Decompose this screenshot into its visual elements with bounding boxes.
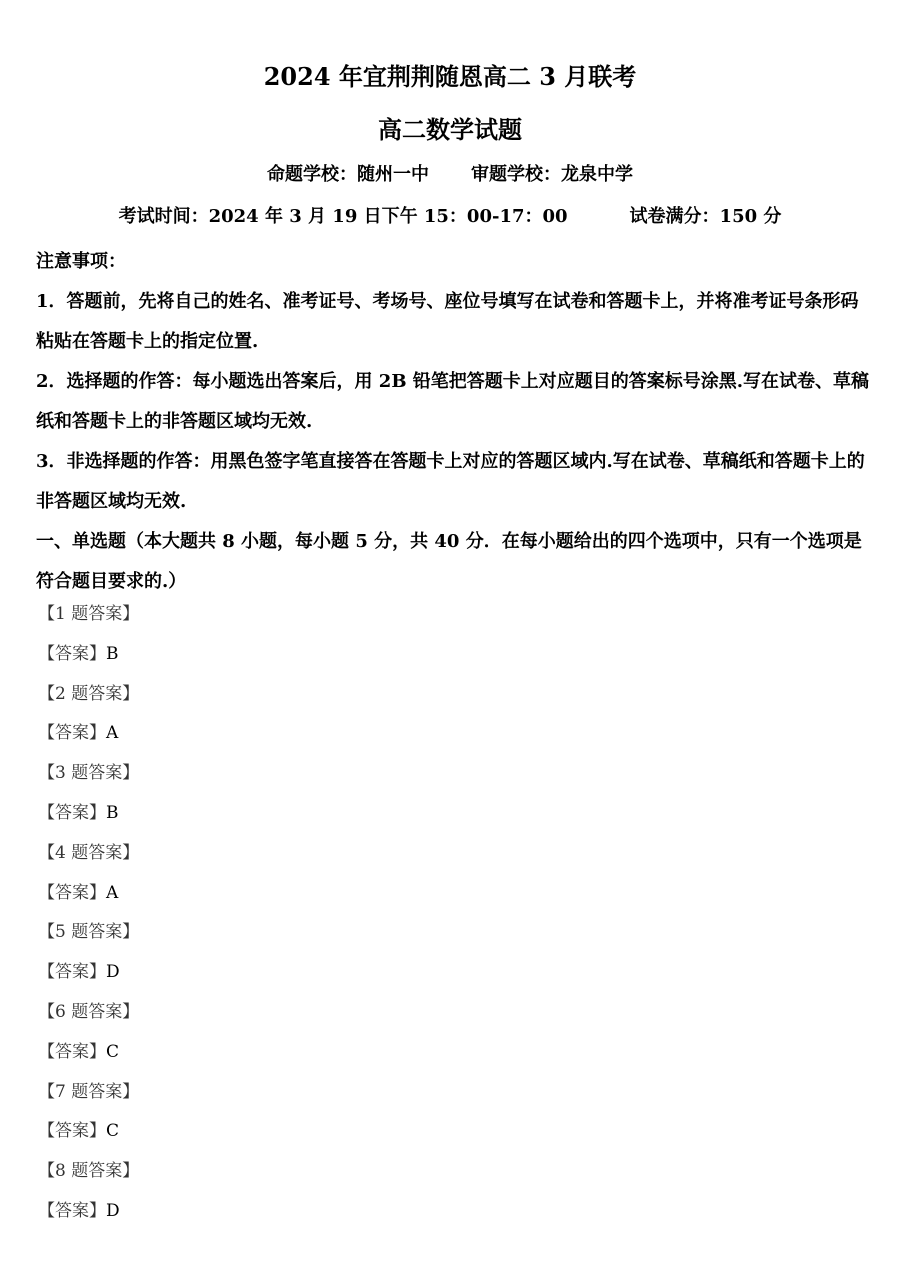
question-label: 【4 题答案】 bbox=[38, 842, 140, 863]
question-label: 【6 题答案】 bbox=[38, 1001, 140, 1022]
note-item-2: 2．选择题的作答：每小题选出答案后，用 2B 铅笔把答题卡上对应题目的答案标号涂黑.写在试卷、草稿纸和答题卡上的非答题区域均无效. bbox=[36, 371, 870, 432]
school-line bbox=[0, 160, 900, 190]
answer-row: 【答案】C bbox=[38, 1041, 120, 1062]
exam-title: 2024 年宜荆荆随恩高二 3 月联考 bbox=[263, 62, 637, 91]
answer-value: C bbox=[106, 1121, 120, 1142]
notes-heading: 注意事项： bbox=[36, 251, 126, 272]
answer-row: 【答案】A bbox=[38, 882, 119, 903]
exam-subtitle: 高二数学试题 bbox=[378, 115, 522, 144]
full-score: 试卷满分：150 分 bbox=[629, 206, 782, 227]
answer-row: 【答案】B bbox=[38, 643, 119, 664]
answer-value: B bbox=[106, 802, 119, 823]
answer-row: 【答案】C bbox=[38, 1121, 120, 1142]
setter-school: 命题学校：随州一中 bbox=[267, 164, 429, 185]
question-label: 【1 题答案】 bbox=[38, 604, 140, 624]
answer-value: B bbox=[106, 643, 119, 664]
notes-section bbox=[36, 242, 870, 602]
answer-value: D bbox=[106, 962, 120, 983]
answer-value: A bbox=[106, 882, 119, 903]
answers-list bbox=[38, 595, 139, 1232]
question-label: 【8 题答案】 bbox=[38, 1161, 140, 1182]
answer-row: 【答案】A bbox=[38, 723, 119, 744]
exam-time: 考试时间：2024 年 3 月 19 日下午 15：00-17：00 bbox=[118, 206, 568, 227]
note-item-3: 3．非选择题的作答：用黑色签字笔直接答在答题卡上对应的答题区域内.写在试卷、草稿纸和答题卡上的非答题区域均无效. bbox=[36, 451, 865, 512]
note-item-1: 1．答题前，先将自己的姓名、准考证号、考场号、座位号填写在试卷和答题卡上，并将准考证号条形码粘贴在答题卡上的指定位置. bbox=[36, 291, 859, 352]
exam-info-line bbox=[0, 202, 900, 232]
answer-row: 【答案】B bbox=[38, 802, 119, 823]
section-title: 一、单选题（本大题共 8 小题，每小题 5 分，共 40 分．在每小题给出的四个选项中，只有一个选项是符合题目要求的.） bbox=[36, 531, 862, 592]
question-label: 【5 题答案】 bbox=[38, 922, 140, 943]
answer-value: D bbox=[106, 1200, 120, 1221]
question-label: 【7 题答案】 bbox=[38, 1081, 140, 1102]
answer-value: C bbox=[106, 1041, 120, 1062]
answer-value: A bbox=[106, 723, 119, 744]
reviewer-school: 审题学校：龙泉中学 bbox=[471, 164, 633, 185]
answer-row: 【答案】D bbox=[38, 962, 120, 983]
question-label: 【3 题答案】 bbox=[38, 763, 140, 784]
question-label: 【2 题答案】 bbox=[38, 683, 140, 704]
answer-row: 【答案】D bbox=[38, 1200, 120, 1221]
